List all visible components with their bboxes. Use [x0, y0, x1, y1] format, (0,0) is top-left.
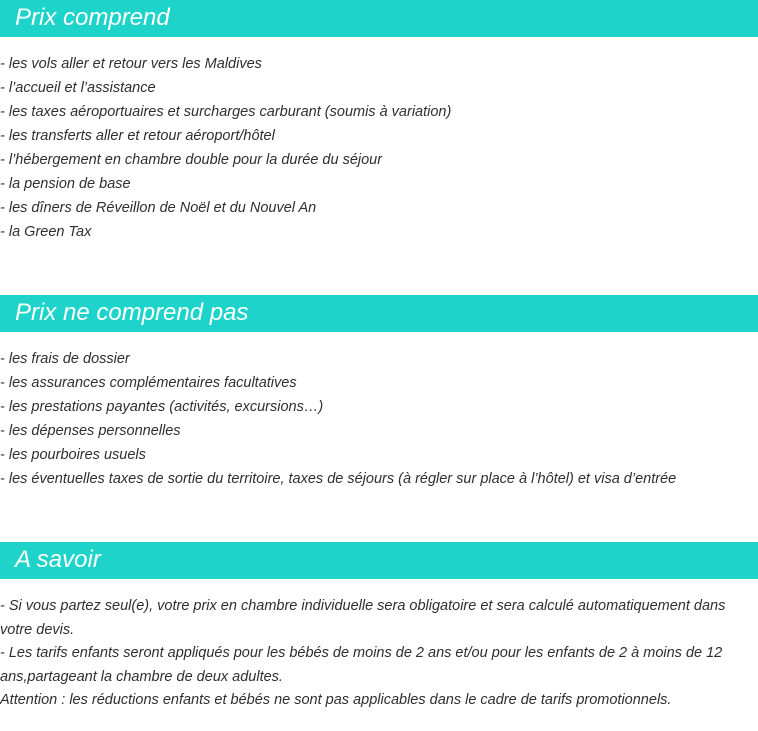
info-paragraph: - Si vous partez seul(e), votre prix en chambre individuelle sera obligatoire et sera calculé automatiquement dans votre devis. [0, 598, 726, 638]
list-item: - la Green Tax [0, 224, 92, 240]
list-item: - les pourboires usuels [0, 447, 146, 463]
included-header [0, 0, 758, 37]
list-item: - les prestations payantes (activités, excursions…) [0, 399, 324, 415]
list-item: - les frais de dossier [0, 351, 130, 367]
excluded-header [0, 295, 758, 332]
list-item: - l’accueil et l’assistance [0, 80, 156, 96]
list-item: - les taxes aéroportuaires et surcharges carburant (soumis à variation) [0, 104, 452, 120]
included-title: Prix comprend [15, 4, 170, 31]
list-item: - l’hébergement en chambre double pour la durée du séjour [0, 152, 383, 168]
info-text [0, 595, 752, 713]
list-item: - les éventuelles taxes de sortie du territoire, taxes de séjours (à régler sur place à l’hôtel) et visa d’entrée [0, 471, 677, 487]
excluded-list [0, 347, 758, 491]
list-item: - la pension de base [0, 176, 131, 192]
info-header [0, 542, 758, 579]
list-item: - les dîners de Réveillon de Noël et du Nouvel An [0, 200, 317, 216]
info-paragraph: - Les tarifs enfants seront appliqués pour les bébés de moins de 2 ans et/ou pour les enfants de 2 à moins de 12 ans,partageant la chambre de deux adultes. [0, 645, 723, 685]
info-title: A savoir [15, 546, 101, 573]
info-paragraph: Attention : les réductions enfants et bébés ne sont pas applicables dans le cadre de tarifs promotionnels. [0, 692, 672, 708]
list-item: - les transferts aller et retour aéroport/hôtel [0, 128, 275, 144]
list-item: - les assurances complémentaires facultatives [0, 375, 297, 391]
included-list [0, 52, 758, 244]
list-item: - les vols aller et retour vers les Maldives [0, 56, 262, 72]
list-item: - les dépenses personnelles [0, 423, 181, 439]
excluded-title: Prix ne comprend pas [15, 299, 249, 326]
